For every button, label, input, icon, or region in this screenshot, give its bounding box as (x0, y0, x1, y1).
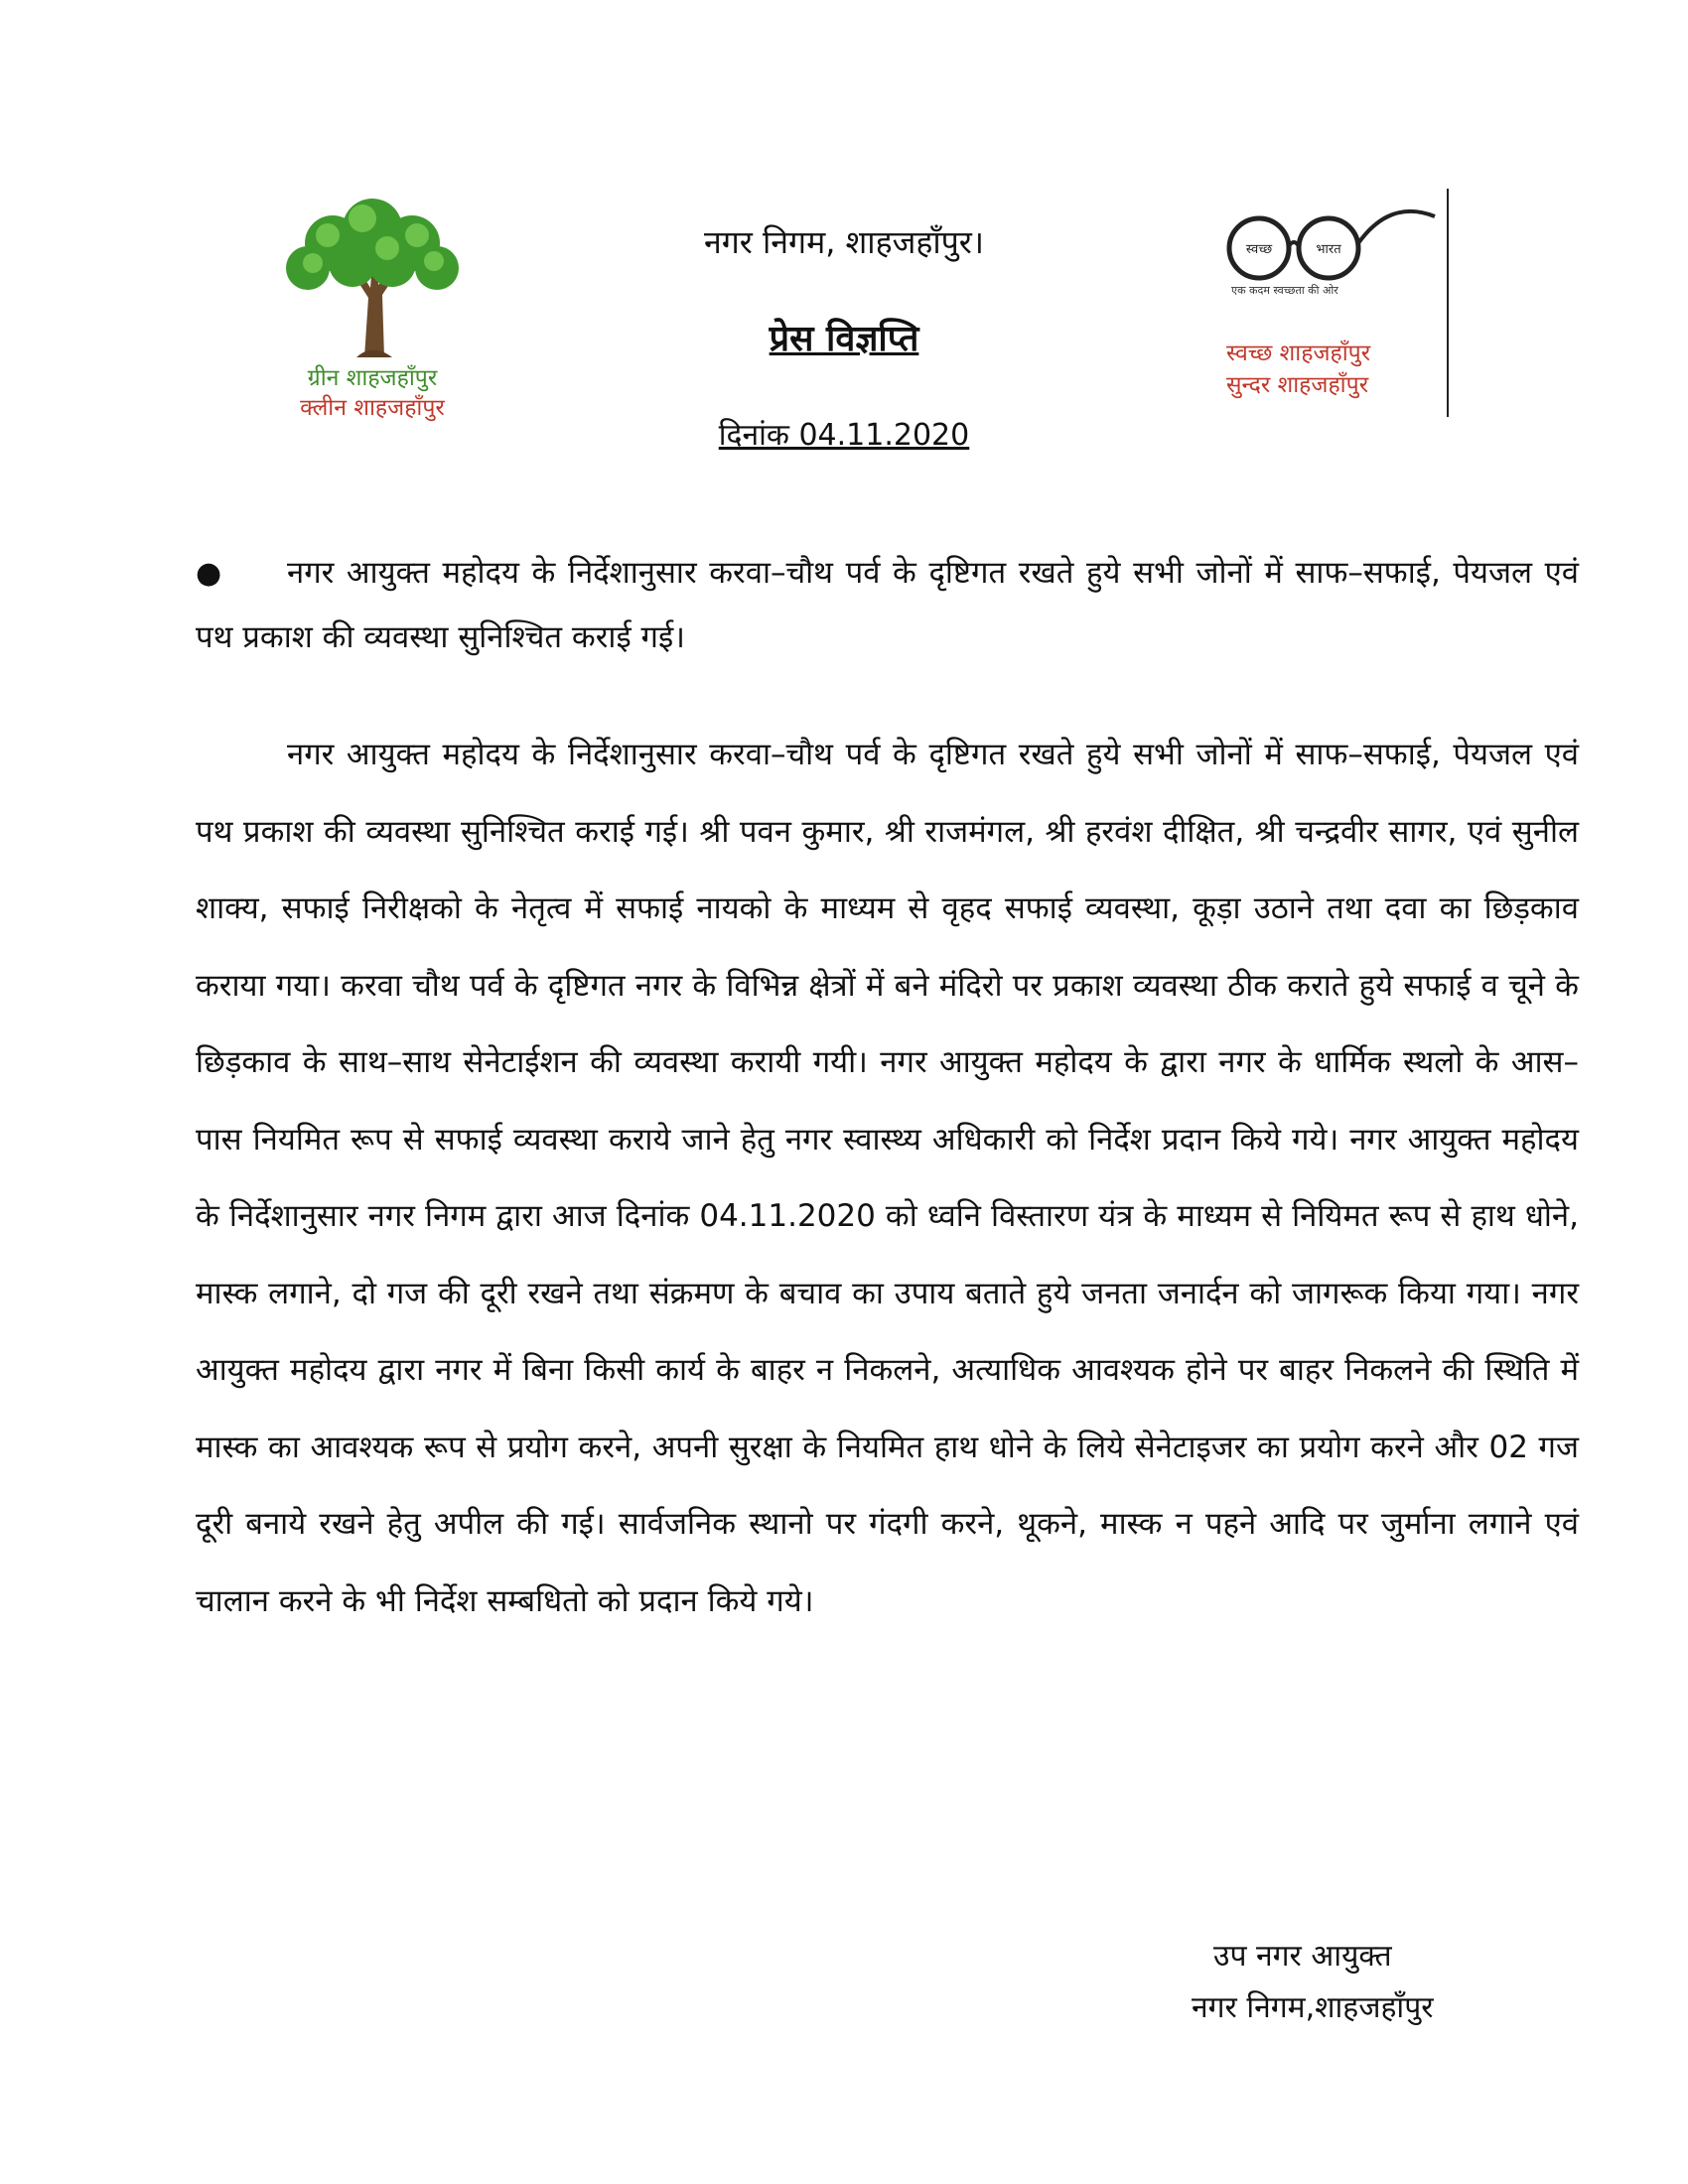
tree-icon (253, 194, 492, 362)
document-header (616, 220, 1072, 454)
organization-title: नगर निगम, शाहजहाँपुर। (703, 223, 985, 261)
swachh-tagline: एक कदम स्वच्छता की ओर (1231, 284, 1338, 297)
main-paragraph: नगर आयुक्त महोदय के निर्देशानुसार करवा–चौथ पर्व के दृष्टिगत रखते हुये सभी जोनों में साफ–सफाई, पेयजल एवं पथ प्रकाश की व्यवस्था सुनिश्चित कराई गई। श्री पवन कुमार, श्री राजमंगल, श्री हरवंश दीक्षित, श्री चन्द्रवीर सागर, एवं सुनील शाक्य, सफाई निरीक्षको के नेतृत्व में सफाई नायको के माध्यम से वृहद सफाई व्यवस्था, कूड़ा उठाने तथा दवा का छिड़काव कराया गया। करवा चौथ पर्व के दृष्टिगत नगर के विभिन्न क्षेत्रों में बने मंदिरो पर प्रकाश व्यवस्था ठीक कराते हुये सफाई व चूने के छिड़काव के साथ–साथ सेनेटाईशन की व्यवस्था करायी गयी। नगर आयुक्त महोदय के द्वारा नगर के धार्मिक स्थलो के आस–पास नियमित रूप से सफाई व्यवस्था कराये जाने हेतु नगर स्वास्थ्य अधिकारी को निर्देश प्रदान किये गये। नगर आयुक्त महोदय के निर्देशानुसार नगर निगम द्वारा आज दिनांक 04.11.2020 को ध्वनि विस्तारण यंत्र के माध्यम से नियिमत रूप से हाथ धोने, मास्क लगाने, दो गज की दूरी रखने तथा संक्रमण के बचाव का उपाय बताते हुये जनता जनार्दन को जागरूक किया गया। नगर आयुक्त महोदय द्वारा नगर में बिना किसी कार्य के बाहर न निकलने, अत्याधिक आवश्यक होने पर बाहर निकलने की स्थिति में मास्क का आवश्यक रूप से प्रयोग करने, अपनी सुरक्षा के नियमित हाथ धोने के लिये सेनेटाइजर का प्रयोग करने और 02 गज दूरी बनाये रखने हेतु अपील की गई। सार्वजनिक स्थानो पर गंदगी करने, थूकने, मास्क न पहने आदि पर जुर्माना लगाने एवं चालान करने के भी निर्देश सम्बधितो को प्रदान किये गये। (196, 737, 1579, 1619)
sundar-shahjahanpur-label: सुन्दर शाहजहाँपुर (1226, 372, 1369, 398)
header-divider (1447, 189, 1449, 417)
swachh-bharat-glasses-icon (1221, 189, 1440, 283)
bullet-text: नगर आयुक्त महोदय के निर्देशानुसार करवा–चौथ पर्व के दृष्टिगत रखते हुये सभी जोनों में साफ–सफाई, पेयजल एवं पथ प्रकाश की व्यवस्था सुनिश्चित कराई गई। (196, 555, 1579, 655)
date-label: दिनांक 04.11.2020 (718, 418, 970, 453)
signature-block (1192, 1931, 1579, 2034)
press-release-title: प्रेस विज्ञप्ति (769, 319, 919, 359)
clean-shahjahanpur-label: क्लीन शाहजहाँपुर (300, 395, 445, 421)
swachh-bharat-logo (1221, 189, 1460, 417)
green-shahjahanpur-logo (253, 194, 492, 422)
swachh-shahjahanpur-label: स्वच्छ शाहजहाँपुर (1226, 341, 1371, 366)
bullet-icon: ● (196, 556, 222, 591)
signatory-office: नगर निगम,शाहजहाँपुर (1192, 1990, 1434, 2025)
glasses-lens-left-text: स्वच्छ (1245, 242, 1273, 257)
glasses-lens-right-text: भारत (1316, 242, 1341, 257)
signatory-designation: उप नगर आयुक्त (1213, 1939, 1392, 1974)
bullet-summary (196, 541, 1579, 670)
green-shahjahanpur-label: ग्रीन शाहजहाँपुर (307, 365, 438, 391)
